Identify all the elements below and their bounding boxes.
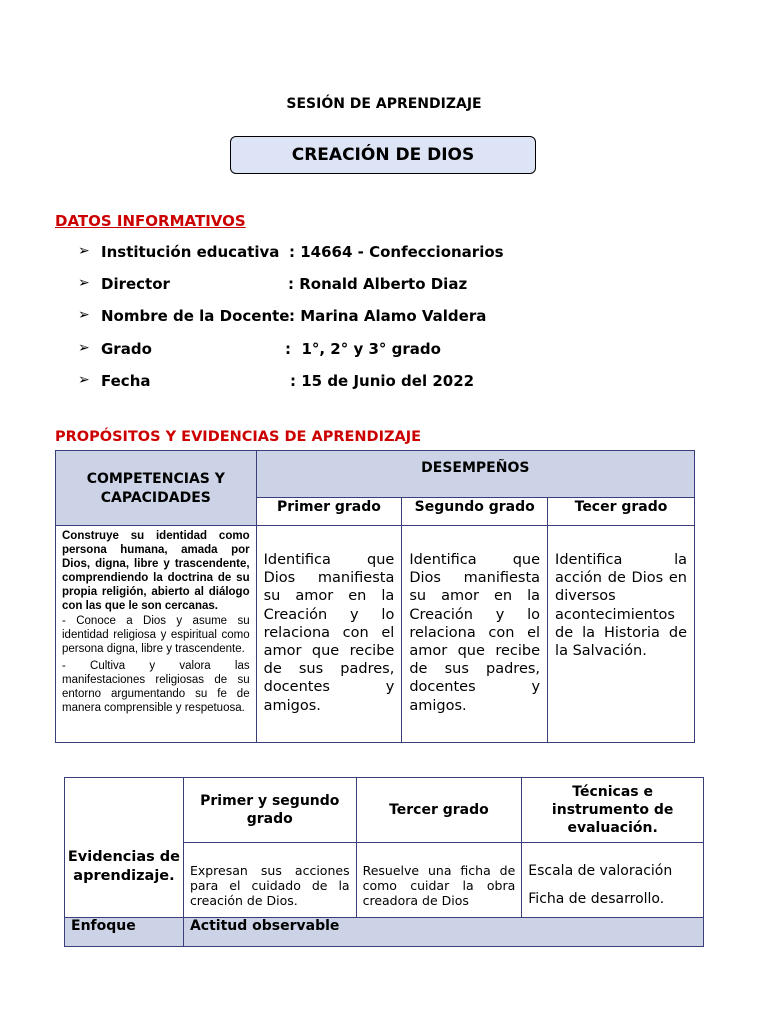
arrow-bullet-icon: ➢ <box>78 340 90 356</box>
arrow-bullet-icon: ➢ <box>78 307 90 323</box>
arrow-bullet-icon: ➢ <box>78 243 90 259</box>
competencia-main: Construye su identidad como persona humana, amada por Dios, digna, libre y trascendente, comprendiendo la doctrina de su propia religión, abierto al diálogo con las que le son cercanas. <box>62 530 250 612</box>
datos-heading: DATOS INFORMATIVOS <box>55 212 246 230</box>
info-value: : 14664 - Confeccionarios <box>289 243 504 261</box>
col-tercer: Tercer grado <box>356 778 522 843</box>
evidencias-table <box>64 777 704 947</box>
competencias-header: COMPETENCIAS Y CAPACIDADES <box>56 451 257 526</box>
grade-header: Tecer grado <box>548 498 695 526</box>
competencia-cell <box>56 526 257 743</box>
arrow-bullet-icon: ➢ <box>78 275 90 291</box>
propositos-heading: PROPÓSITOS Y EVIDENCIAS DE APRENDIZAJE <box>55 429 422 445</box>
info-value: : Ronald Alberto Diaz <box>288 275 468 293</box>
grade-header: Primer grado <box>256 498 402 526</box>
evidencia-primer-segundo: Expresan sus acciones para el cuidado de la creación de Dios. <box>183 843 356 918</box>
topic-title: CREACIÓN DE DIOS <box>291 145 475 165</box>
info-label: Director <box>101 275 170 293</box>
actitud-label: Actitud observable <box>183 918 703 947</box>
info-label: Institución educativa <box>101 243 280 261</box>
evidencia-tercer: Resuelve una ficha de como cuidar la obra creadora de Dios <box>356 843 522 918</box>
capacidad-item: - Conoce a Dios y asume su identidad religiosa y espiritual como persona digna, libre y trascendente. <box>62 615 250 655</box>
grade-header: Segundo grado <box>402 498 548 526</box>
info-value: : 1°, 2° y 3° grado <box>285 340 441 358</box>
session-title: SESIÓN DE APRENDIZAJE <box>286 96 482 112</box>
col-primer-segundo: Primer y segundo grado <box>183 778 356 843</box>
info-label: Grado <box>101 340 152 358</box>
info-value: : Marina Alamo Valdera <box>289 307 487 325</box>
evidencias-label: Evidencias de aprendizaje. <box>65 778 184 918</box>
info-value: : 15 de Junio del 2022 <box>290 372 475 390</box>
info-label: Fecha <box>101 372 151 390</box>
topic-title-box <box>230 136 536 174</box>
enfoque-label: Enfoque <box>65 918 184 947</box>
desempenos-header: DESEMPEÑOS <box>256 451 694 498</box>
tecnica-item: Escala de valoración <box>528 863 673 879</box>
desempeno-cell: Identifica la acción de Dios en diversos acontecimientos de la Historia de la Salvación. <box>548 526 695 743</box>
tecnica-item: Ficha de desarrollo. <box>528 891 665 907</box>
desempeno-cell: Identifica que Dios manifiesta su amor en la Creación y lo relaciona con el amor que recibe de sus padres, docentes y amigos. <box>256 526 402 743</box>
col-tecnicas: Técnicas e instrumento de evaluación. <box>522 778 704 843</box>
info-label: Nombre de la Docente <box>101 307 290 325</box>
desempeno-cell: Identifica que Dios manifiesta su amor en la Creación y lo relaciona con el amor que recibe de sus padres, docentes y amigos. <box>402 526 548 743</box>
tecnicas-cell <box>522 843 704 918</box>
capacidad-item: - Cultiva y valora las manifestaciones religiosas de su entorno argumentando su fe de manera comprensible y respetuosa. <box>62 660 250 714</box>
propositos-table <box>55 450 695 743</box>
arrow-bullet-icon: ➢ <box>78 372 90 388</box>
